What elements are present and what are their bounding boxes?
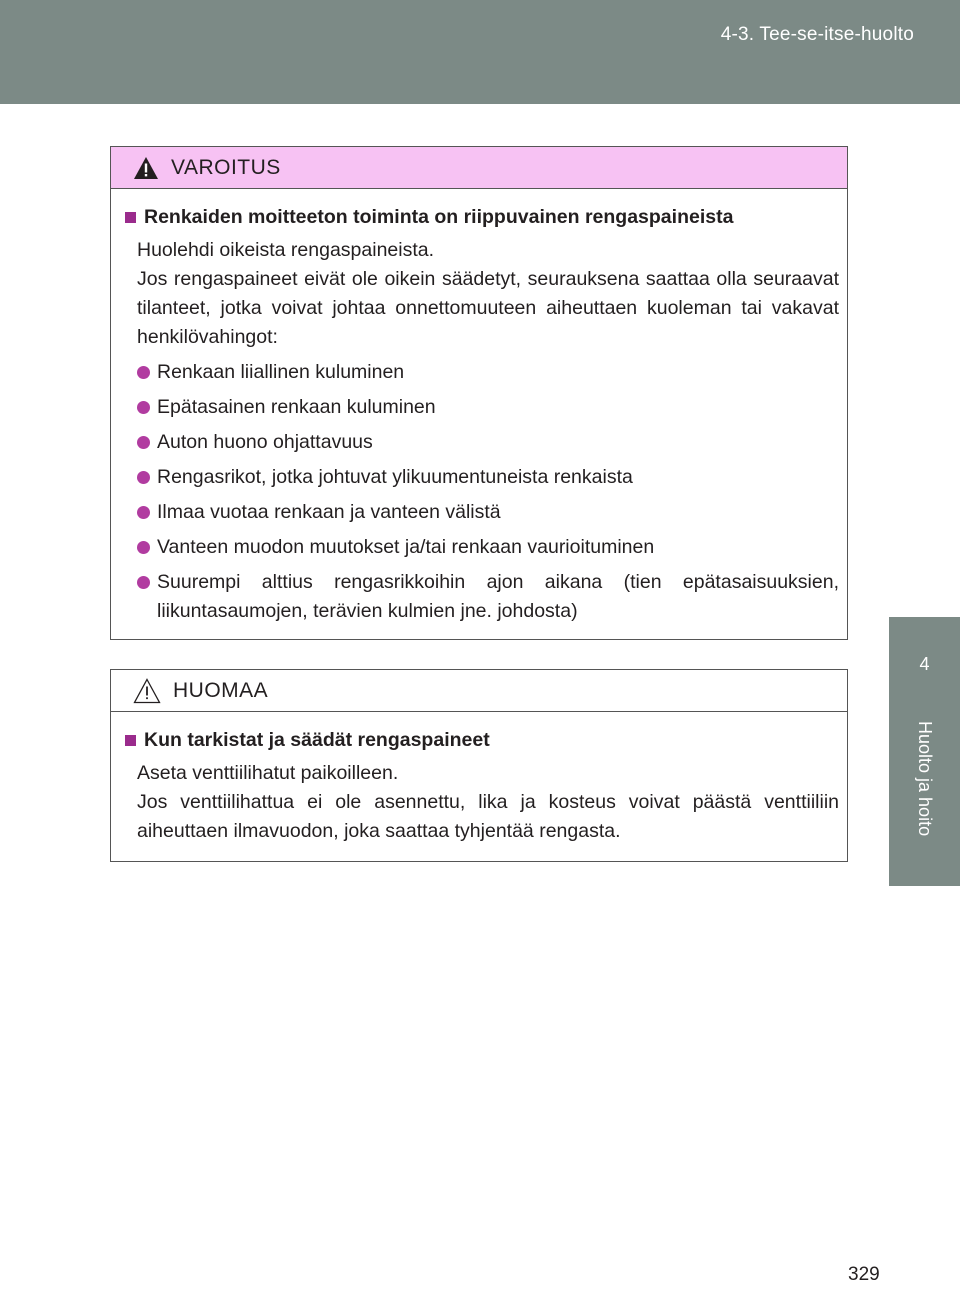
notice-body	[111, 712, 847, 846]
list-item: Rengasrikot, jotka johtuvat ylikuumentuneista renkaista	[137, 463, 839, 492]
notice-paragraph-2: Jos venttiilihattua ei ole asennettu, lika ja kosteus voivat päästä venttiiliin aiheuttaen ilmavuodon, joka saattaa tyhjentää rengasta.	[137, 791, 839, 842]
page-number: 329	[848, 1264, 880, 1285]
caution-triangle-icon	[133, 678, 161, 704]
warning-paragraph-1: Huolehdi oikeista rengaspaineista.	[137, 239, 435, 261]
circle-bullet-icon	[137, 436, 150, 449]
warning-heading-text: Renkaiden moitteeton toiminta on riippuvainen rengaspaineista	[144, 206, 734, 228]
circle-bullet-icon	[137, 506, 150, 519]
notice-paragraph-1: Aseta venttiilihatut paikoilleen.	[137, 762, 399, 784]
circle-bullet-icon	[137, 541, 150, 554]
circle-bullet-icon	[137, 576, 150, 589]
warning-box	[110, 146, 848, 640]
list-item: Suurempi alttius rengasrikkoihin ajon aikana (tien epätasaisuuksien, liikuntasaumojen, terävien kulmien jne. johdosta)	[137, 568, 839, 626]
list-item: Auton huono ohjattavuus	[137, 428, 839, 457]
circle-bullet-icon	[137, 366, 150, 379]
chapter-tab-label-text: Huolto ja hoito	[915, 721, 935, 837]
list-item: Epätasainen renkaan kuluminen	[137, 393, 839, 422]
warning-header	[111, 147, 847, 189]
section-title: 4-3. Tee-se-itse-huolto	[720, 24, 914, 45]
chapter-tab-label	[889, 711, 960, 886]
circle-bullet-icon	[137, 471, 150, 484]
list-item: Vanteen muodon muutokset ja/tai renkaan vaurioituminen	[137, 533, 839, 562]
warning-triangle-icon	[133, 156, 159, 180]
warning-body	[111, 189, 847, 626]
warning-heading	[125, 203, 839, 232]
chapter-tab-number: 4	[889, 617, 960, 711]
list-item: Ilmaa vuotaa renkaan ja vanteen välistä	[137, 498, 839, 527]
notice-header	[111, 670, 847, 712]
square-bullet-icon	[125, 212, 136, 223]
circle-bullet-icon	[137, 401, 150, 414]
notice-title: HUOMAA	[173, 678, 269, 702]
warning-title: VAROITUS	[171, 155, 281, 179]
notice-box	[110, 669, 848, 862]
square-bullet-icon	[125, 735, 136, 746]
header-band	[0, 0, 960, 104]
notice-heading-text: Kun tarkistat ja säädät rengaspaineet	[144, 729, 490, 751]
list-item: Renkaan liiallinen kuluminen	[137, 358, 839, 387]
warning-bullet-list	[125, 358, 839, 626]
warning-paragraph-2: Jos rengaspaineet eivät ole oikein säädetyt, seurauksena saattaa olla seuraavat tilanteet, jotka voivat johtaa onnettomuuteen aiheuttaen kuoleman tai vakavat henkilövahingot:	[137, 268, 839, 348]
notice-heading	[125, 726, 839, 755]
